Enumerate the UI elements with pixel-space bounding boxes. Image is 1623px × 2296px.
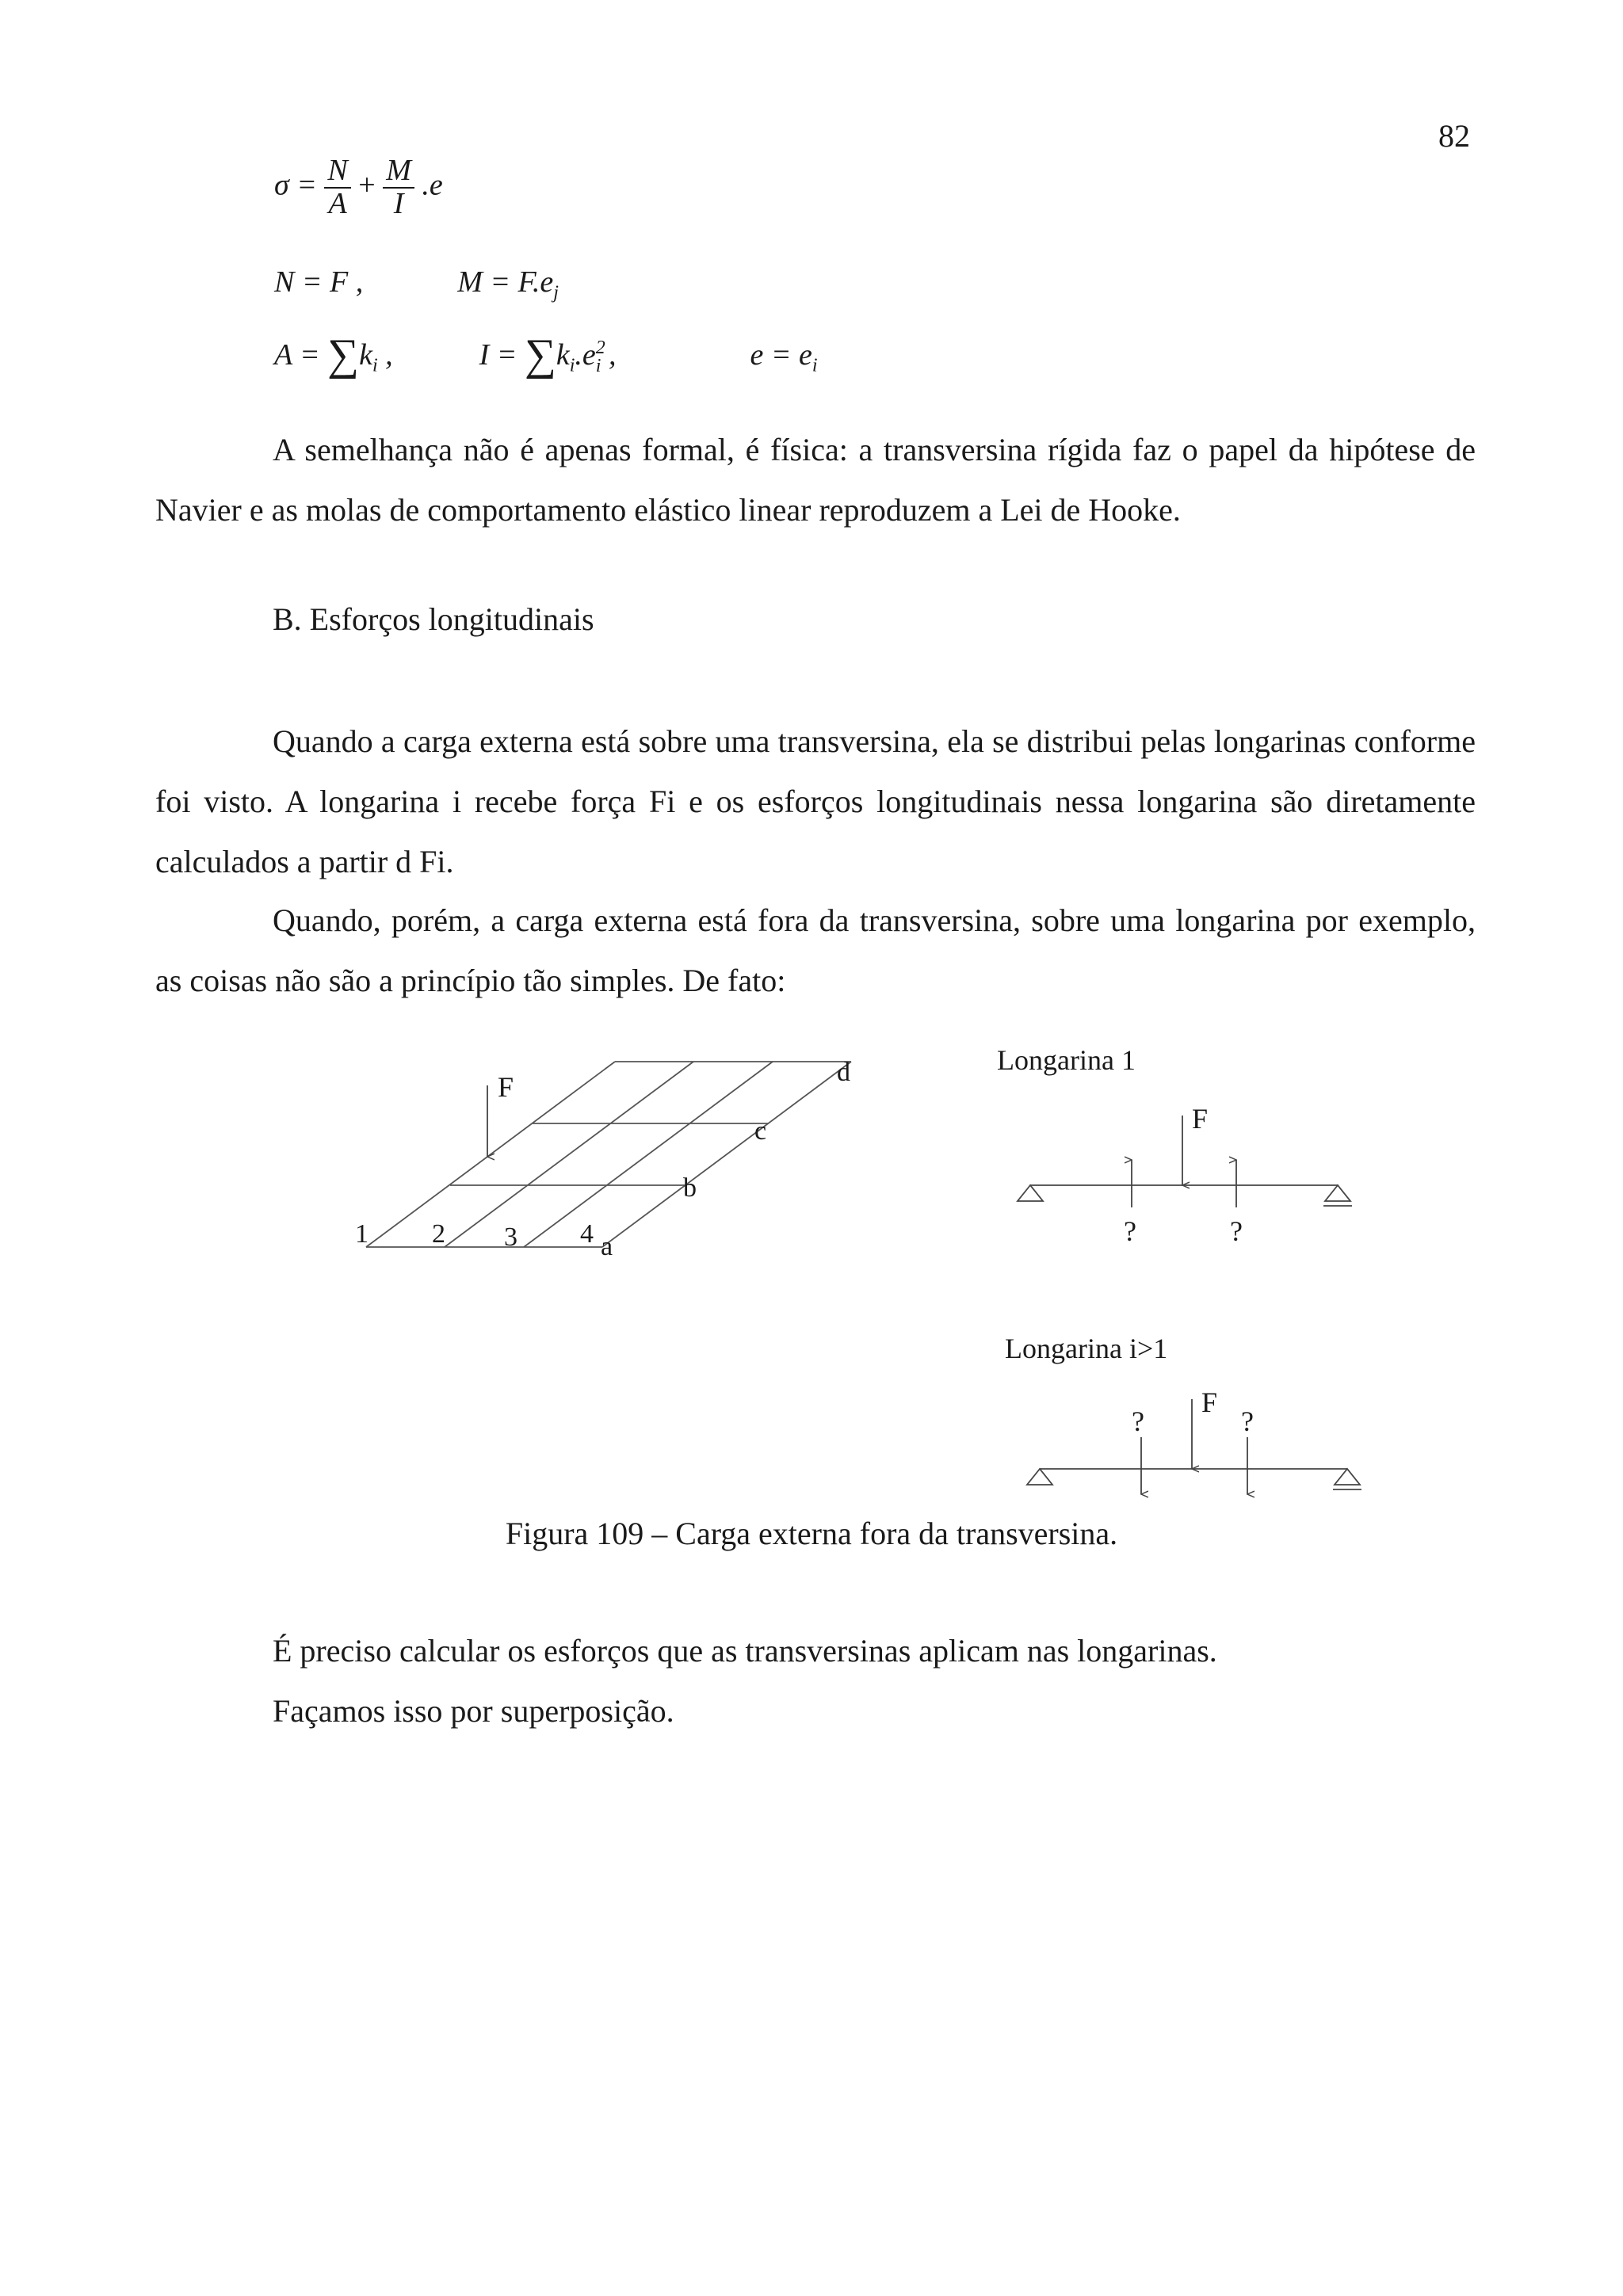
girder-label-3: 3 [504,1222,517,1252]
beam1-title: Longarina 1 [997,1044,1136,1076]
eq3-i: I = [479,338,517,372]
eq1-num-n: N [324,155,350,189]
eq1-tail: .e [422,168,443,202]
eq3-e-sub: i [812,355,818,376]
beam2-unknown-2: ? [1241,1405,1254,1437]
eq3-e2-sup: 2 [595,338,605,359]
beam2-support-left-icon [1027,1469,1052,1485]
beam1-support-left-icon [1018,1185,1043,1201]
sum-symbol: ∑ [524,330,556,379]
figure-109 [0,1030,1623,1505]
beam1-unknown-2: ? [1230,1215,1243,1247]
girder-label-2: 2 [432,1219,445,1249]
paragraph-similarity: A semelhança não é apenas formal, é física: a transversina rígida faz o papel da hipótese de Navier e as molas de comportamento elástico linear reproduzem a Lei de Hooke. [155,432,1476,528]
paragraph-load-on-transversal: Quando a carga externa está sobre uma transversina, ela se distribui pelas longarinas conforme foi visto. A longarina i recebe força Fi e os esforços longitudinais nessa longarina são diretamente calculados a partir d Fi. [155,723,1476,879]
eq3-a: A = [274,338,320,372]
eq3-k2: k [556,338,570,372]
eq2-n: N = F , [274,265,364,299]
eq3-e: e = e [750,338,812,372]
eq1-plus: + [358,168,376,202]
girder-2 [445,1062,693,1247]
fraction-m-over-i [383,155,414,220]
section-heading: B. Esforços longitudinais [273,601,594,637]
beam2-support-right-icon [1335,1469,1360,1485]
eq2-m: M = F.e [457,265,554,299]
eq1-lhs: σ = [274,168,317,202]
closing-sentence-1: É preciso calcular os esforços que as transversinas aplicam nas longarinas. [273,1633,1217,1669]
transversal-label-d: d [837,1058,850,1087]
transversal-label-a: a [601,1232,613,1261]
eq3-comma2: , [608,338,617,372]
equation-stress [274,155,443,220]
beam1-force-label: F [1192,1103,1209,1135]
equation-section-properties [274,330,818,379]
transversal-label-c: c [754,1116,767,1146]
beam1 [1018,1185,1352,1206]
eq3-e2: .e [575,338,596,372]
girder-3 [524,1062,773,1247]
fraction-n-over-a [324,155,350,220]
beam2-title: Longarina i>1 [1005,1333,1168,1364]
figure-caption: Figura 109 – Carga externa fora da transversina. [505,1516,1118,1551]
eq3-e2-sub: i [595,355,601,376]
eq1-den-i: I [393,186,404,220]
girder-4 [602,1062,851,1247]
equation-forces [274,265,559,304]
closing-sentence-2: Façamos isso por superposição. [273,1693,674,1729]
grid-force-label: F [498,1071,514,1103]
beam1-support-right-icon [1325,1185,1350,1201]
eq3-comma1: , [385,338,393,372]
eq3-k1-sub: i [372,355,378,376]
eq2-m-sub: j [553,282,559,303]
eq1-den-a: A [328,186,347,220]
paragraph-load-off-transversal: Quando, porém, a carga externa está fora da transversina, sobre uma longarina por exemplo, as coisas não são a princípio tão simples. De fato: [155,902,1476,998]
eq3-k2-sub: i [569,355,575,376]
eq3-k1: k [359,338,372,372]
beam2-unknown-1: ? [1132,1405,1144,1437]
page-number: 82 [1438,118,1470,154]
beam2 [1027,1469,1361,1489]
transversal-label-b: b [683,1173,697,1203]
girder-label-4: 4 [580,1219,594,1249]
girder-1 [366,1062,615,1247]
girder-label-1: 1 [355,1219,369,1249]
sum-symbol: ∑ [327,330,360,379]
eq1-num-m: M [383,155,414,189]
beam1-unknown-1: ? [1124,1215,1136,1247]
beam2-force-label: F [1201,1386,1218,1418]
